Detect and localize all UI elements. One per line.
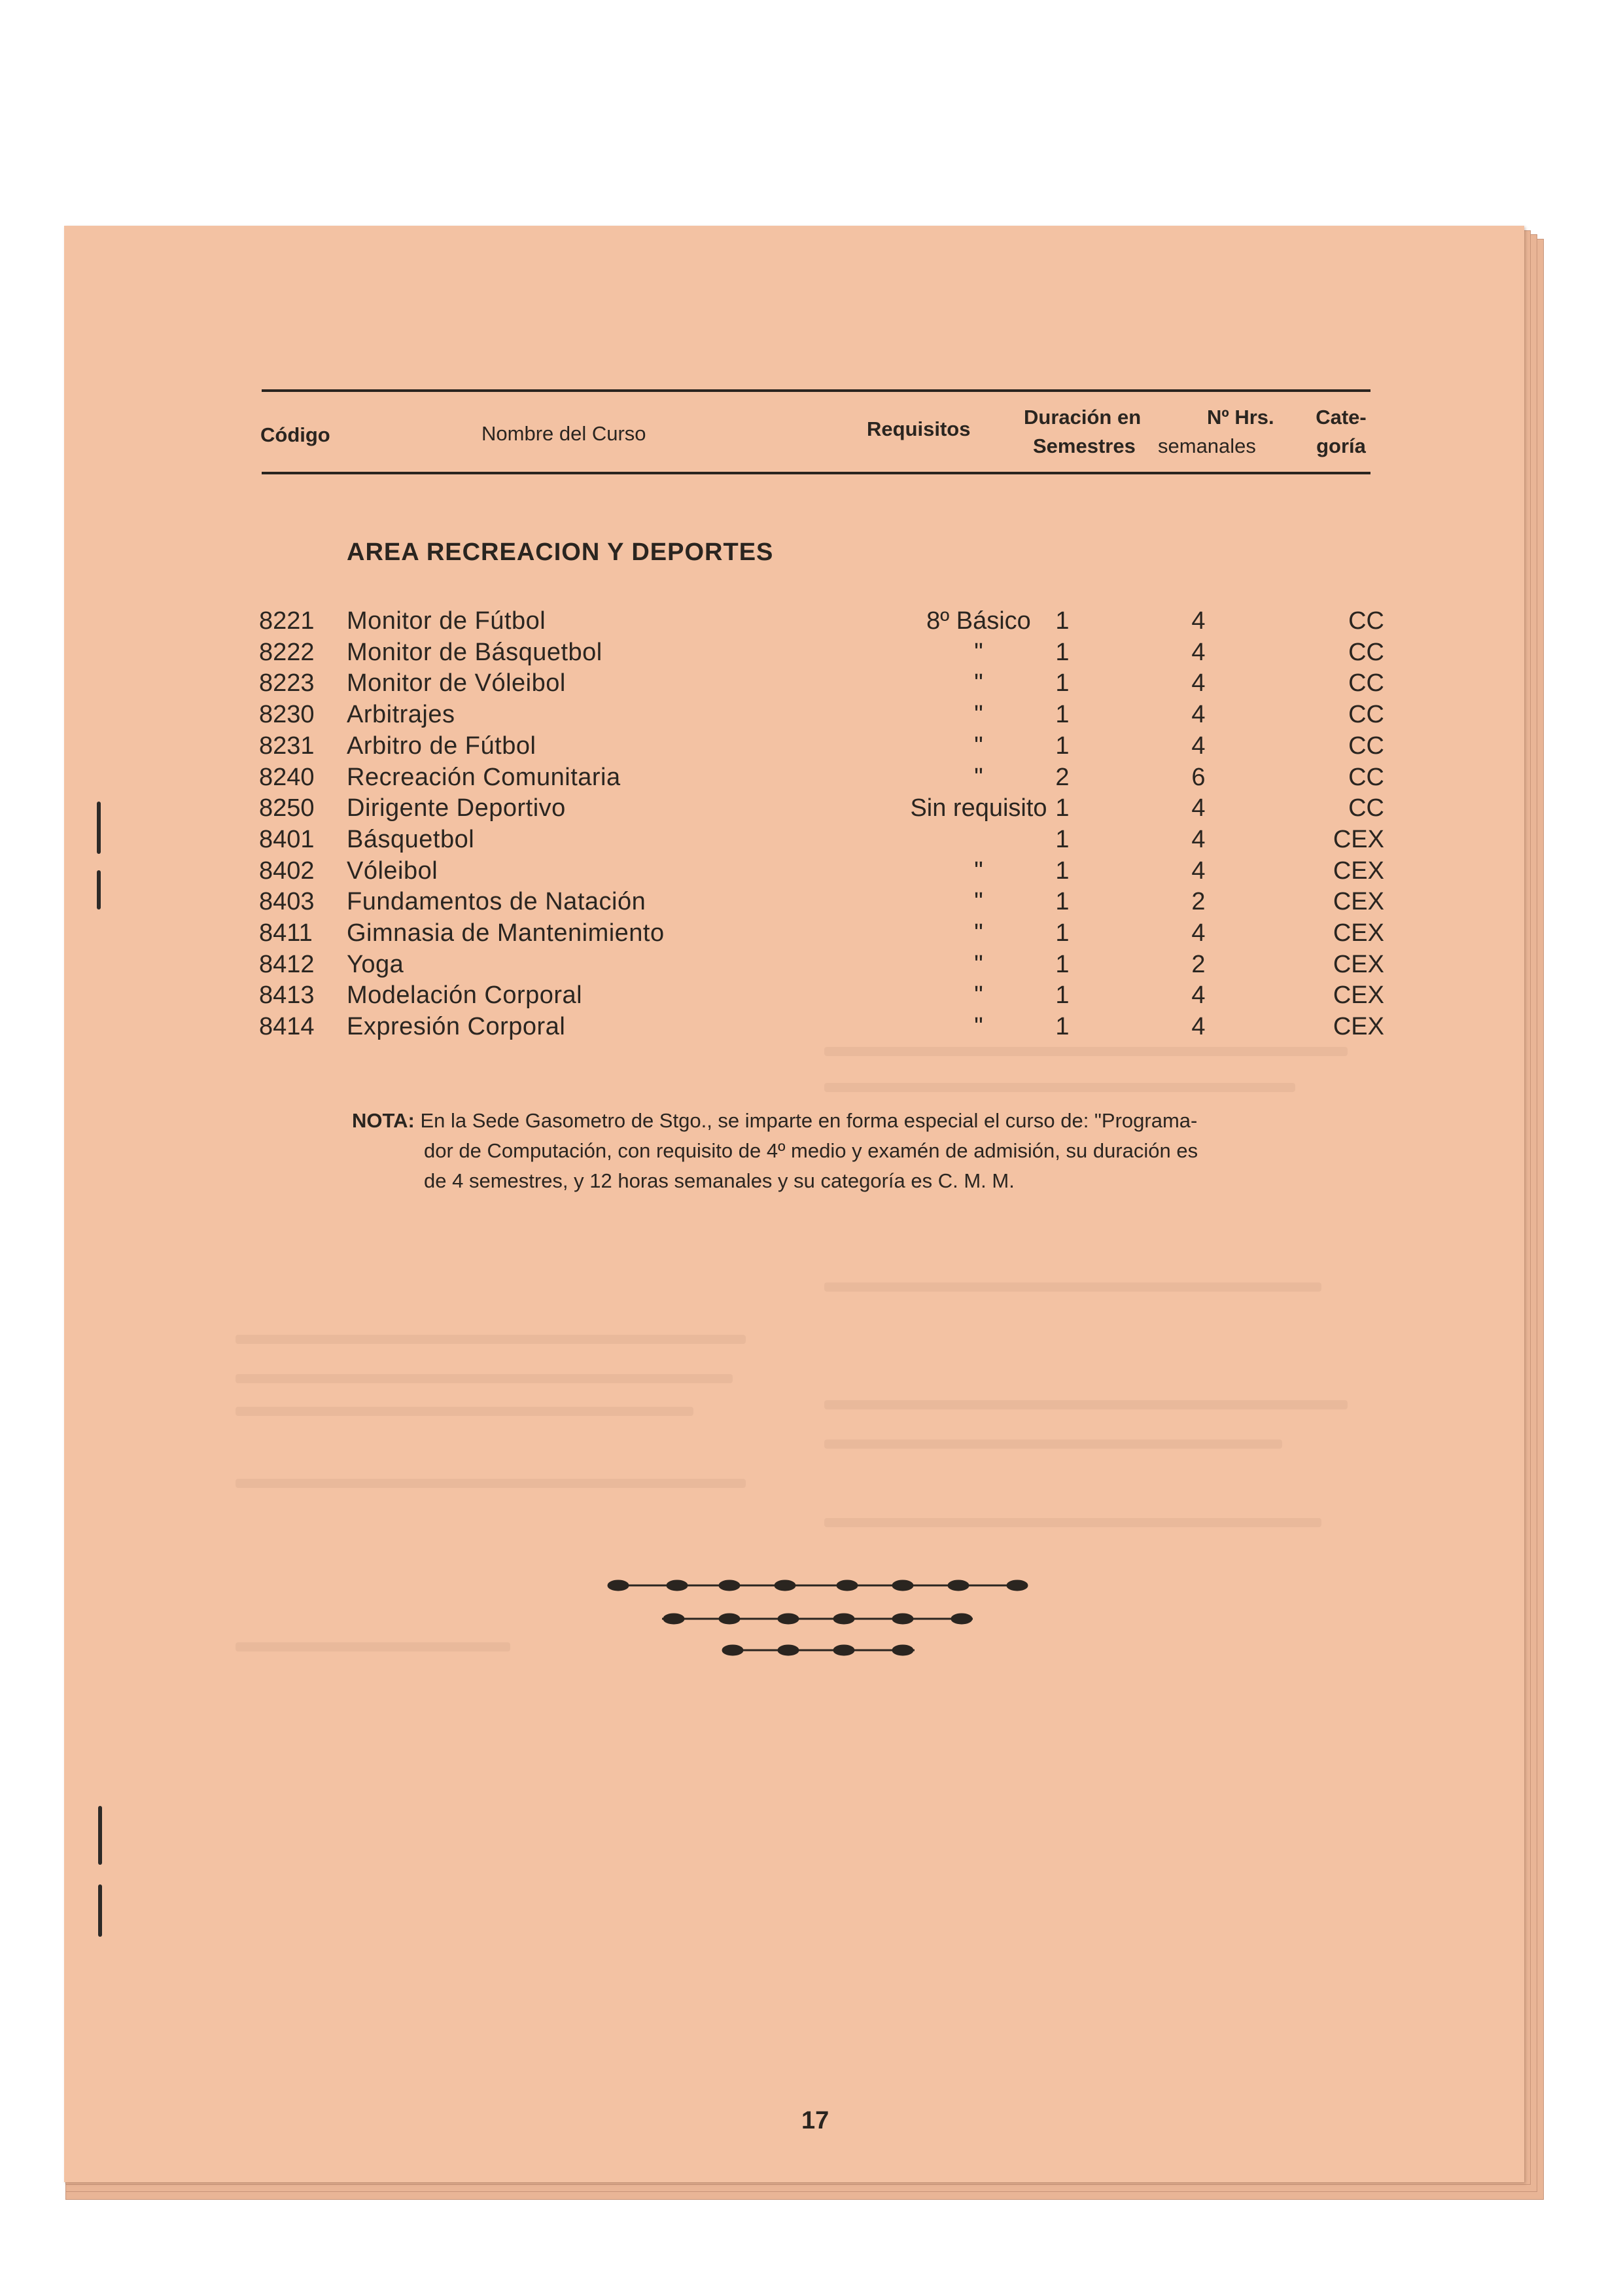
course-requisito: " [974, 950, 983, 978]
course-duracion: 1 [1055, 638, 1070, 666]
course-hrs: 4 [1191, 919, 1206, 947]
header-duracion-line2: Semestres [1033, 434, 1136, 457]
course-name: Básquetbol [347, 825, 475, 853]
course-code: 8231 [259, 732, 315, 760]
course-duracion: 1 [1055, 1013, 1070, 1041]
course-categoria: CC [1348, 732, 1384, 760]
course-name: Dirigente Deportivo [347, 794, 566, 822]
header-hrs-line2: semanales [1158, 434, 1256, 457]
course-requisito: " [974, 857, 983, 885]
area-title: AREA RECREACION Y DEPORTES [347, 539, 774, 566]
course-code: 8221 [259, 607, 315, 635]
course-hrs: 4 [1191, 607, 1206, 635]
course-name: Vóleibol [347, 857, 438, 885]
course-duracion: 1 [1055, 669, 1070, 698]
course-duracion: 1 [1055, 919, 1070, 947]
course-name: Monitor de Básquetbol [347, 638, 602, 666]
course-categoria: CEX [1333, 981, 1384, 1010]
course-code: 8223 [259, 669, 315, 698]
course-requisito: " [974, 1013, 983, 1041]
course-categoria: CEX [1333, 857, 1384, 885]
course-hrs: 2 [1191, 950, 1206, 978]
course-name: Recreación Comunitaria [347, 763, 621, 791]
course-requisito: " [974, 981, 983, 1010]
course-requisito: " [974, 701, 983, 729]
course-requisito: " [974, 669, 983, 698]
course-code: 8403 [259, 888, 315, 916]
header-categoria-line1: Cate- [1316, 406, 1367, 429]
course-name: Yoga [347, 950, 404, 978]
course-requisito: " [974, 732, 983, 760]
nota-line-2: dor de Computación, con requisito de 4º medio y examén de admisión, su duración es [424, 1139, 1198, 1162]
course-requisito: " [974, 888, 983, 916]
course-code: 8414 [259, 1013, 315, 1041]
course-categoria: CC [1348, 701, 1384, 729]
nota-text-1: En la Sede Gasometro de Stgo., se imparte en forma especial el curso de: "Programa- [420, 1109, 1198, 1132]
page-number: 17 [801, 2107, 829, 2134]
course-hrs: 6 [1191, 763, 1206, 791]
course-code: 8222 [259, 638, 315, 666]
course-code: 8411 [259, 919, 313, 947]
header-duracion-line1: Duración en [1024, 406, 1142, 429]
course-hrs: 4 [1191, 732, 1206, 760]
header-requisitos: Requisitos [867, 417, 971, 440]
course-name: Gimnasia de Mantenimiento [347, 919, 665, 947]
course-code: 8401 [259, 825, 315, 853]
course-categoria: CC [1348, 638, 1384, 666]
header-categoria-line2: goría [1316, 434, 1366, 457]
course-code: 8412 [259, 950, 315, 978]
course-name: Arbitro de Fútbol [347, 732, 536, 760]
course-duracion: 2 [1055, 763, 1070, 791]
course-code: 8402 [259, 857, 315, 885]
course-hrs: 4 [1191, 857, 1206, 885]
course-hrs: 4 [1191, 794, 1206, 822]
course-hrs: 4 [1191, 1013, 1206, 1041]
header-nombre: Nombre del Curso [481, 422, 646, 445]
course-code: 8413 [259, 981, 315, 1010]
course-requisito: Sin requisito [910, 794, 1047, 822]
course-name: Fundamentos de Natación [347, 888, 646, 916]
course-name: Modelación Corporal [347, 981, 583, 1010]
course-name: Monitor de Vóleibol [347, 669, 566, 698]
header-hrs-line1: Nº Hrs. [1207, 406, 1274, 429]
course-hrs: 2 [1191, 888, 1206, 916]
course-code: 8250 [259, 794, 315, 822]
course-categoria: CC [1348, 763, 1384, 791]
course-categoria: CEX [1333, 919, 1384, 947]
course-name: Arbitrajes [347, 701, 455, 729]
course-duracion: 1 [1055, 825, 1070, 853]
nota-label: NOTA: [352, 1109, 415, 1132]
course-duracion: 1 [1055, 607, 1070, 635]
course-duracion: 1 [1055, 888, 1070, 916]
course-hrs: 4 [1191, 638, 1206, 666]
course-name: Monitor de Fútbol [347, 607, 546, 635]
course-categoria: CEX [1333, 888, 1384, 916]
course-duracion: 1 [1055, 857, 1070, 885]
course-duracion: 1 [1055, 981, 1070, 1010]
course-hrs: 4 [1191, 701, 1206, 729]
course-duracion: 1 [1055, 794, 1070, 822]
course-requisito: " [974, 763, 983, 791]
course-requisito: " [974, 919, 983, 947]
course-code: 8240 [259, 763, 315, 791]
course-requisito: " [974, 638, 983, 666]
course-name: Expresión Corporal [347, 1013, 566, 1041]
course-categoria: CEX [1333, 1013, 1384, 1041]
course-duracion: 1 [1055, 950, 1070, 978]
course-duracion: 1 [1055, 701, 1070, 729]
course-categoria: CC [1348, 669, 1384, 698]
course-requisito: 8º Básico [926, 607, 1031, 635]
course-categoria: CEX [1333, 825, 1384, 853]
course-categoria: CC [1348, 607, 1384, 635]
course-duracion: 1 [1055, 732, 1070, 760]
course-hrs: 4 [1191, 825, 1206, 853]
course-code: 8230 [259, 701, 315, 729]
course-categoria: CC [1348, 794, 1384, 822]
header-codigo: Código [260, 423, 330, 446]
course-hrs: 4 [1191, 981, 1206, 1010]
course-hrs: 4 [1191, 669, 1206, 698]
course-categoria: CEX [1333, 950, 1384, 978]
nota-line-3: de 4 semestres, y 12 horas semanales y su categoría es C. M. M. [424, 1169, 1015, 1192]
